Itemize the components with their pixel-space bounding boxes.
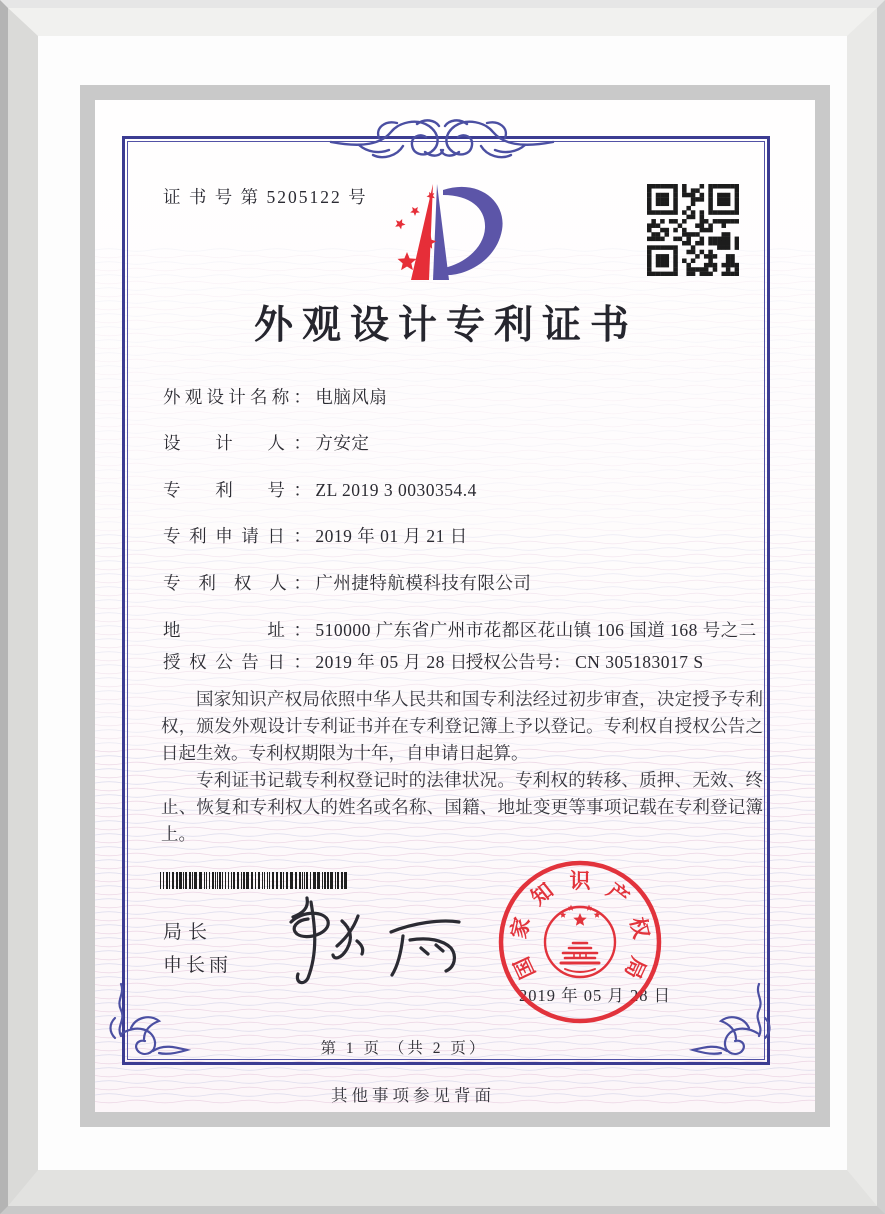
field-label: 专 利 号： [163, 480, 311, 500]
field-label: 授权公告日： [163, 652, 311, 672]
field-value: CN 305183017 S [575, 652, 704, 672]
certificate-number: 证 书 号 第 5205122 号 [163, 187, 368, 207]
official-seal-icon [495, 857, 665, 1027]
page-footer: 第 1 页 （共 2 页） [320, 1040, 488, 1057]
svg-text:国: 国 [509, 953, 540, 983]
field-value: ZL 2019 3 0030354.4 [315, 480, 477, 500]
field-row-patent-number [163, 477, 477, 504]
svg-text:家: 家 [506, 914, 535, 941]
signer-title: 局长 [163, 922, 214, 943]
field-row-filing-date [163, 523, 468, 550]
certificate-paper [95, 100, 815, 1112]
certificate-title: 外观设计专利证书 [253, 304, 638, 347]
field-row-address [163, 617, 757, 644]
field-label: 地 址： [163, 620, 311, 640]
seal-date: 2019 年 05 月 28 日 [519, 986, 672, 1005]
field-value: 方安定 [315, 433, 370, 453]
qr-code [647, 184, 739, 276]
director-signature [245, 886, 485, 996]
svg-text:知: 知 [526, 878, 558, 911]
svg-text:产: 产 [602, 878, 634, 911]
svg-text:局: 局 [620, 953, 651, 983]
back-note: 其他事项参见背面 [331, 1086, 495, 1105]
field-label: 外观设计名称： [163, 387, 311, 407]
field-row-designer [163, 430, 369, 457]
field-value: 510000 广东省广州市花都区花山镇 106 国道 168 号之二 [315, 620, 757, 640]
seal-text [507, 869, 654, 982]
field-label: 授权公告号： [465, 652, 571, 672]
svg-text:权: 权 [625, 914, 654, 941]
cnipa-logo-icon [367, 176, 517, 296]
field-value: 2019 年 05 月 28 日 [315, 652, 468, 672]
national-emblem-icon [545, 905, 615, 977]
body-paragraph-2: 专利证书记载专利权登记时的法律状况。专利权的转移、质押、无效、终止、恢复和专利权人的姓名或名称、国籍、地址变更等事项记载在专利登记簿上。 [161, 770, 763, 844]
field-row-design-name [163, 384, 387, 411]
field-label: 专 利 权 人： [163, 573, 311, 593]
legal-text [161, 686, 763, 848]
field-value: 广州捷特航模科技有限公司 [315, 573, 532, 593]
field-row-patentee [163, 570, 531, 597]
field-label: 设 计 人： [163, 433, 311, 453]
field-row-grant [163, 649, 704, 676]
field-label: 专利申请日： [163, 526, 311, 546]
signer-name: 申长雨 [163, 955, 233, 976]
field-value: 2019 年 01 月 21 日 [315, 526, 468, 546]
body-paragraph-1: 国家知识产权局依照中华人民共和国专利法经过初步审查，决定授予专利权，颁发外观设计专利证书并在专利登记簿上予以登记。专利权自授权公告之日起生效。专利权期限为十年，自申请日起算。 [161, 689, 763, 763]
field-value: 电脑风扇 [315, 387, 388, 407]
svg-text:识: 识 [569, 869, 591, 893]
